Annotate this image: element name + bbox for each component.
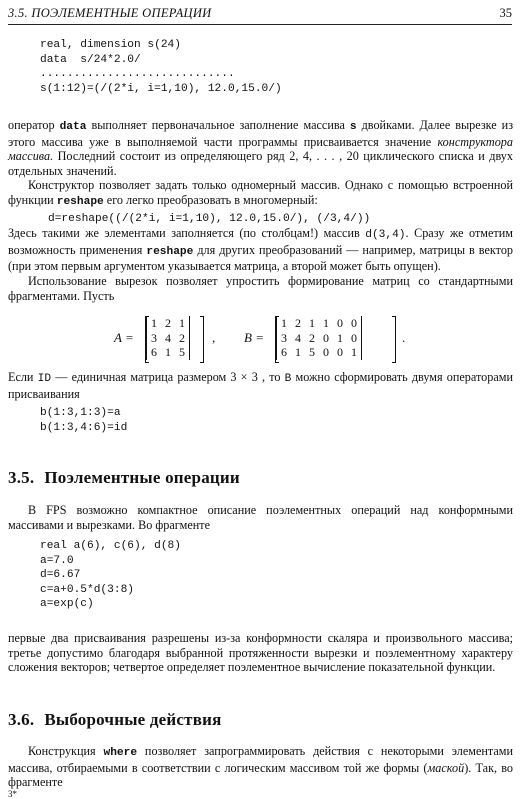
paragraph-slices: Использование вырезок позволяет упростить формирование матриц со стандартными фрагментами. Пусть [8, 273, 513, 303]
code-line: real, dimension s(24) [40, 39, 181, 51]
page-number: 35 [499, 6, 512, 20]
code-line: a=exp(c) [40, 598, 94, 610]
matrix-a-separator: , [212, 330, 216, 345]
paragraph-data-operator: оператор data выполняет первоначальное заполнение массива s двойками. Далее вырезке из этого массива уже в выполняемой части программы присваивается значение конструктора массива. Последний состоит из определяющего ряд 2, 4, . . . , 20 циклического списка и двух отдельных значений. [8, 118, 514, 178]
code-block-2 [40, 406, 127, 435]
text-elementwise [8, 503, 513, 532]
code-line: s(1:12)=(/(2*i, i=1,10), 12.0,15.0/) [40, 82, 282, 95]
code-line: d=6.67 [40, 569, 81, 581]
matrix-a-label: A = [114, 330, 134, 345]
code-line: a=7.0 [40, 554, 74, 567]
running-header [8, 4, 512, 25]
matrix-b-separator: . [402, 330, 406, 345]
signature-mark: 3* [8, 789, 17, 799]
code-line: real a(6), c(6), d(8) [40, 540, 181, 552]
section-heading-3-5: 3.5. Поэлементные операции [8, 468, 240, 487]
paragraph-fps: В FPS возможно компактное описание поэлементных операций над конформными массивами и вырезками. Во фрагменте [8, 503, 513, 532]
text-conformity [8, 631, 513, 675]
running-header-title: 3.5. ПОЭЛЕМЕНТНЫЕ ОПЕРАЦИИ [8, 6, 212, 20]
matrix-b-label: B = [244, 330, 264, 345]
paragraph-identity: Если ID — единичная матрица размером 3 × 3 , то B можно сформировать двумя операторами присваивания [8, 370, 513, 401]
code-line: c=a+0.5*d(3:8) [40, 583, 134, 596]
code-line: data s/24*2.0/ [40, 53, 141, 66]
matrix-equation [0, 316, 520, 362]
paragraph-conformity: первые два присваивания разрешены из-за конформности скаляра и произвольного массива; третье допустимо благодаря выбранной протяженности вырезки и поэлементному характеру сложения векторов; четвертое определяет поэлементное вычисление показательной функции. [8, 631, 513, 675]
code-line: b(1:3,1:3)=a [40, 407, 121, 419]
code-line: ............................. [40, 68, 235, 80]
text-identity [8, 370, 513, 401]
paragraph-constructor: Конструктор позволяет задать только одномерный массив. Однако с помощью встроенной функции reshape его легко преобразовать в многомерный: [8, 178, 513, 208]
matrix-a: 1 2 1 3 4 2 6 1 5 [146, 316, 190, 360]
section-heading-3-6: 3.6. Выборочные действия [8, 710, 222, 729]
paragraph-fill-columns: Здесь такими же элементами заполняется (по столбцам!) массив d(3,4). Сразу же отметим возможность применения reshape для других преобразований — например, матрицы в вектор (при этом первым аргументом указывается матрица, а второй может быть опущен). [8, 226, 514, 274]
text-column [8, 118, 513, 303]
matrix-b: 1 2 1 1 0 0 3 4 2 0 1 0 6 1 5 0 0 1 [276, 316, 362, 360]
text-where [8, 744, 513, 790]
paragraph-where: Конструкция where позволяет запрограммировать действия с некоторыми элементами массива, отбираемыми в соответствии с логическим массивом той же формы (маской). Так, во фрагменте [8, 744, 514, 790]
code-line: b(1:3,4:6)=id [40, 421, 128, 434]
code-block-1 [40, 38, 282, 96]
reshape-example: d=reshape((/(2*i, i=1,10), 12.0,15.0/), (/3,4/)) [48, 212, 371, 225]
code-block-3 [40, 539, 181, 612]
